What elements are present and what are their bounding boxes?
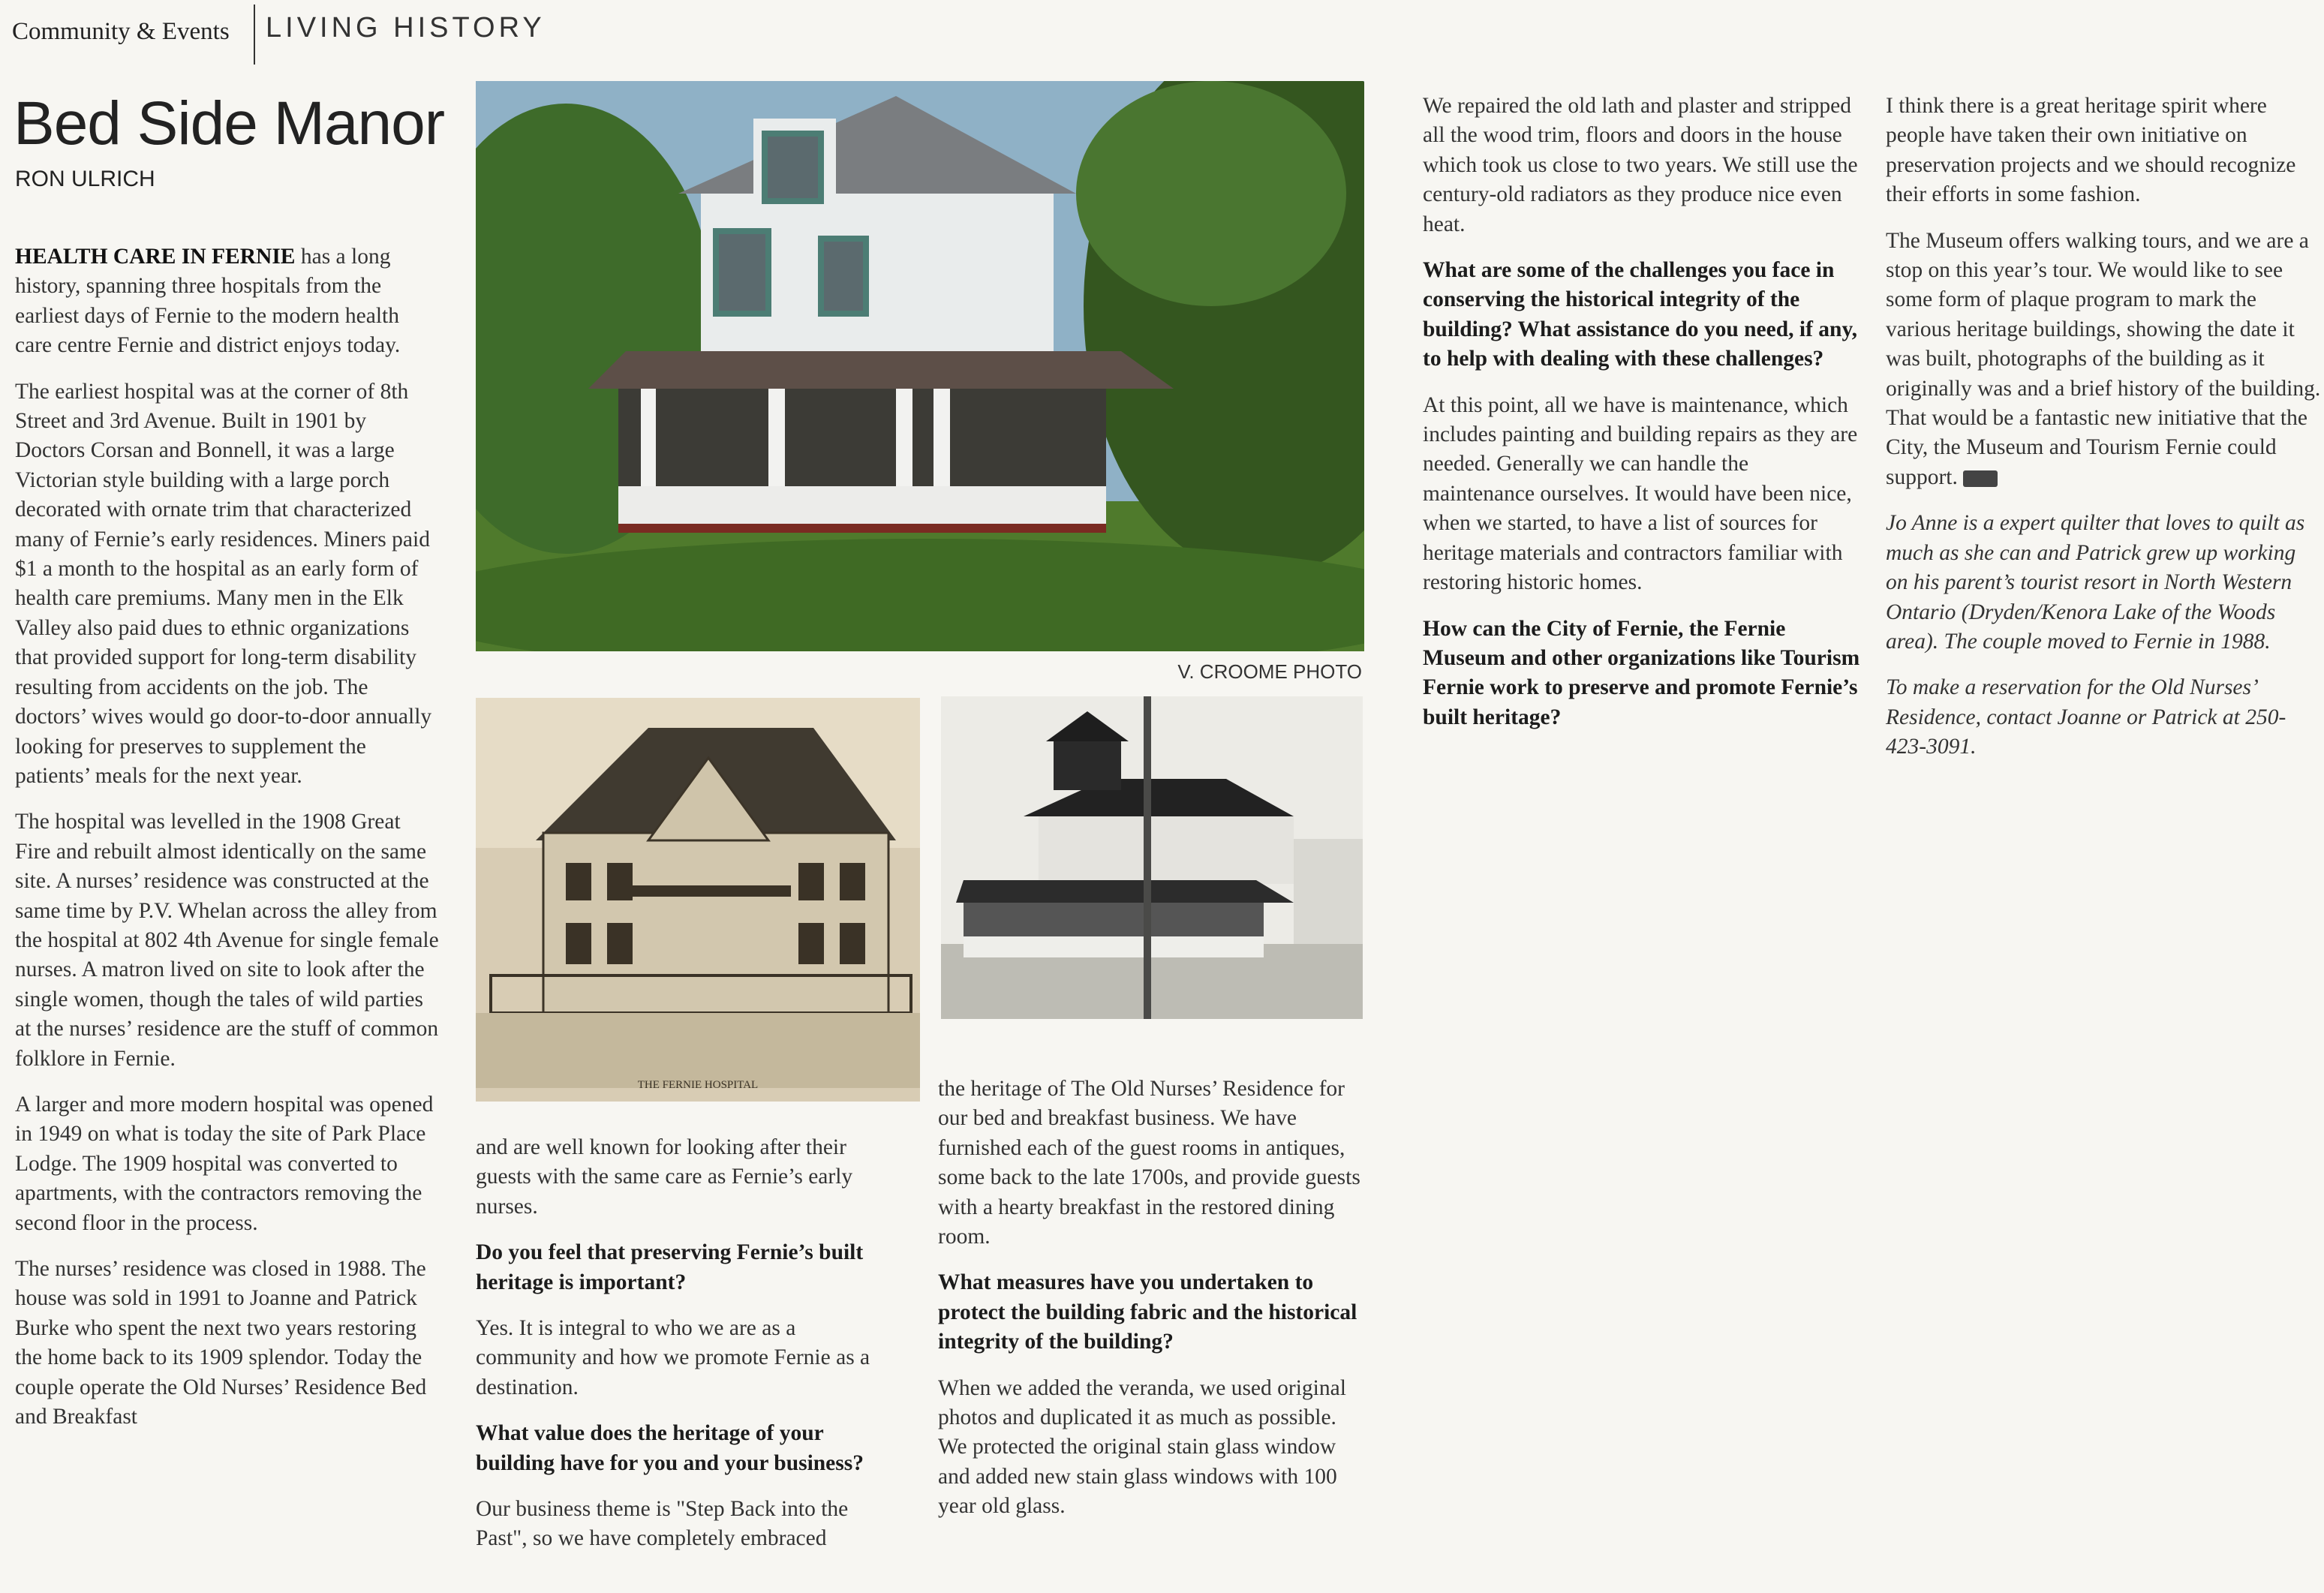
interview-answer: Yes. It is integral to who we are as a community and how we promote Fernie as a destination. <box>476 1316 870 1399</box>
paragraph: The earliest hospital was at the corner of 8th Street and 3rd Avenue. Built in 1901 by Doctors Corsan and Bonnell, it was a large Victorian style building with a large porch decorated with ornate trim that characterized many of Fernie’s early residences. Miners paid $1 a month to the hospital as an early form of health care premiums. Many men in the Elk Valley also paid dues to ethnic organizations that provided support for long-term disability resulting from accidents on the job. The doctors’ wives would go door-to-door annually looking for preserves to supplement the patients’ meals for the next year. <box>15 379 432 788</box>
main-house-photo <box>476 81 1364 651</box>
paragraph: I think there is a great heritage spirit where people have taken their own initiative on preservation projects and we should recognize their efforts in some fashion. <box>1886 94 2296 207</box>
column-3 <box>938 1075 1364 1538</box>
interview-answer: When we added the veranda, we used original photos and duplicated it as much as possible. We protected the original stain glass window and added new stain glass windows with 100 year old glass. <box>938 1375 1346 1519</box>
interview-question: What are some of the challenges you face in conserving the historical integrity of the building? What assistance do you need, if any, to help with dealing with these challenges? <box>1423 258 1857 371</box>
paragraph: The nurses’ residence was closed in 1988. The house was sold in 1991 to Joanne and Patrick Burke who spent the next two years restoring the home back to its 1909 splendor. Today the couple operate the Old Nurses’ Residence Bed and Breakfast <box>15 1257 427 1429</box>
paragraph: We repaired the old lath and plaster and stripped all the wood trim, floors and doors in the house which took us close to two years. We still use the century-old radiators as they produce nice even heat. <box>1423 94 1858 236</box>
section-label: Community & Events <box>12 18 230 45</box>
paragraph-text: has a long history, spanning three hospitals from the earliest days of Fernie to the modern health care centre Fernie and district enjoys today. <box>15 245 401 358</box>
interview-answer: Our business theme is "Step Back into the Past", so we have completely embraced <box>476 1497 849 1551</box>
byline: RON ULRICH <box>15 167 155 191</box>
article-title: Bed Side Manor <box>14 89 445 158</box>
paragraph-text: The Museum offers walking tours, and we are a stop on this year’s tour. We would like to see some form of plaque program to mark the various heritage buildings, showing the date it was built, photographs of the building as it originally was and a brief history of the building. That would be a fantastic new initiative that the City, the Museum and Tourism Fernie could support. <box>1886 228 2321 489</box>
end-mark-icon <box>1963 470 1998 487</box>
fernie-hospital-historic-photo <box>476 698 920 1102</box>
reservation-contact: To make a reservation for the Old Nurses’ Residence, contact Joanne or Patrick at 250-423-3091. <box>1886 675 2286 759</box>
paragraph: the heritage of The Old Nurses’ Residence for our bed and breakfast business. We have furnished each of the guest rooms in antiques, some back to the late 1700s, and provide guests with a hearty breakfast in the restored dining room. <box>938 1077 1360 1249</box>
nurses-residence-historic-photo <box>941 696 1363 1019</box>
author-bio: Jo Anne is a expert quilter that loves to quilt as much as she can and Patrick grew up working on his parent’s tourist resort in North Western Ontario (Dryden/Kenora Lake of the Woods area). The couple moved to Fernie in 1988. <box>1886 511 2305 654</box>
interview-answer: At this point, all we have is maintenance, which includes painting and building repairs as they are needed. Generally we can handle the maintenance ourselves. It would have been nice, when we started, to have a list of sources for heritage materials and contractors familiar with restoring historic homes. <box>1423 392 1858 595</box>
lead-in: HEALTH CARE IN FERNIE <box>15 245 296 269</box>
photo-caption: THE FERNIE HOSPITAL <box>637 1079 759 1091</box>
interview-question: Do you feel that preserving Fernie’s built heritage is important? <box>476 1240 864 1294</box>
column-2 <box>476 1133 902 1570</box>
topic-label: LIVING HISTORY <box>266 12 546 44</box>
paragraph: A larger and more modern hospital was opened in 1949 on what is today the site of Park Place Lodge. The 1909 hospital was converted to apartments, with the contractors removing the second floor in the process. <box>15 1092 434 1235</box>
interview-question: What measures have you undertaken to protect the building fabric and the historical integrity of the building? <box>938 1270 1357 1354</box>
paragraph: The hospital was levelled in the 1908 Great Fire and rebuilt almost identically on the same site. A nurses’ residence was constructed at the same time by P.V. Whelan across the alley from the hospital at 802 4th Avenue for single female nurses. A matron lived on site to look after the single women, though the tales of wild parties at the nurses’ residence are the stuff of common folklore in Fernie. <box>15 810 439 1071</box>
paragraph <box>1886 227 2321 493</box>
interview-question: How can the City of Fernie, the Fernie Museum and other organizations like Tourism Fernie work to preserve and promote Fernie’s built heritage? <box>1423 616 1860 729</box>
paragraph <box>15 242 441 361</box>
photo-credit: V. CROOME PHOTO <box>1177 660 1362 683</box>
paragraph: and are well known for looking after their guests with the same care as Fernie’s early nurses. <box>476 1135 853 1219</box>
column-5 <box>1886 92 2321 779</box>
header-divider <box>254 5 255 65</box>
interview-question: What value does the heritage of your building have for you and your business? <box>476 1421 864 1475</box>
column-4 <box>1423 92 1866 749</box>
column-1 <box>15 242 441 1448</box>
